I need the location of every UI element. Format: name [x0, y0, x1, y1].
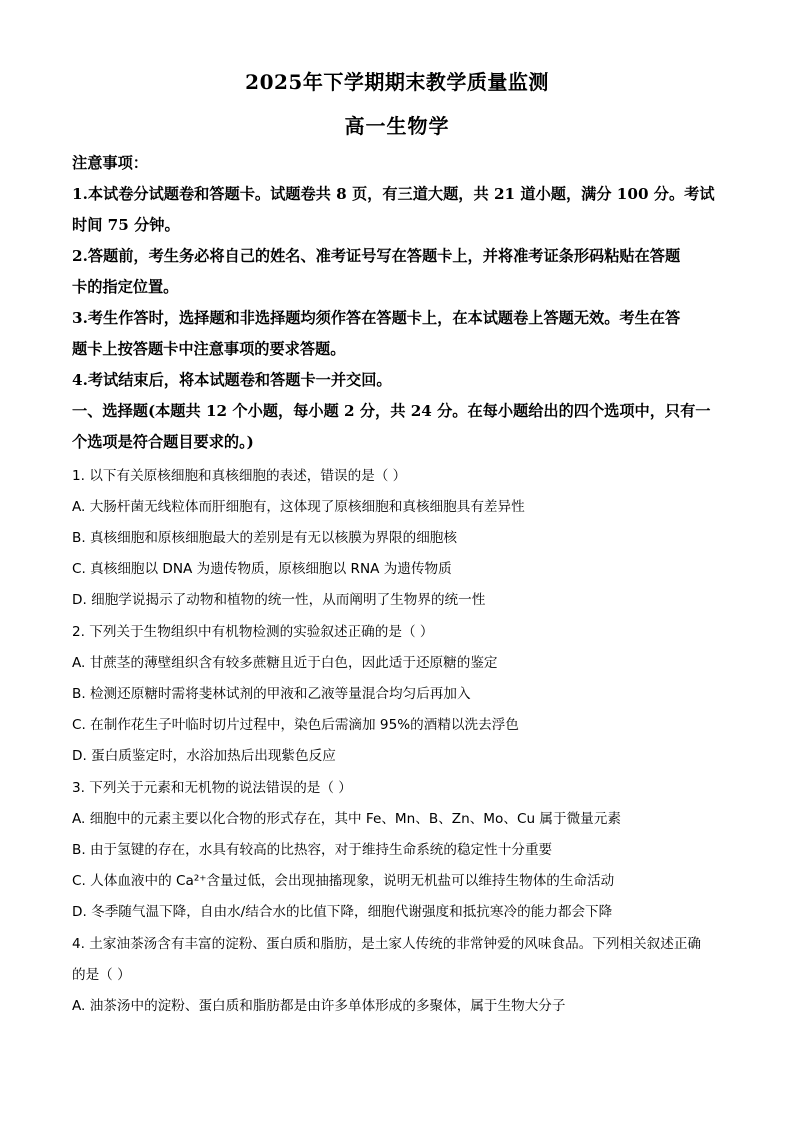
notice-line: 时间 75 分钟。 [72, 216, 180, 234]
notice-line: 2.答题前，考生务必将自己的姓名、准考证号写在答题卡上，并将准考证条形码粘贴在答题 [72, 247, 681, 265]
question-option: B. 由于氢键的存在，水具有较高的比热容，对于维持生命系统的稳定性十分重要 [72, 842, 553, 858]
question-option: C. 在制作花生子叶临时切片过程中，染色后需滴加 95%的酒精以洗去浮色 [72, 717, 519, 733]
question-option: D. 蛋白质鉴定时，水浴加热后出现紫色反应 [72, 748, 336, 764]
notice-heading: 注意事项： [72, 154, 148, 172]
section-heading: 一、选择题(本题共 12 个小题，每小题 2 分，共 24 分。在每小题给出的四个选项中，只有一 [72, 402, 711, 420]
notice-line: 1.本试卷分试题卷和答题卡。试题卷共 8 页，有三道大题，共 21 道小题，满分 100 分。考试 [72, 185, 715, 203]
question-stem: 2. 下列关于生物组织中有机物检测的实验叙述正确的是（ ） [72, 624, 434, 640]
question-option: D. 冬季随气温下降，自由水/结合水的比值下降，细胞代谢强度和抵抗寒冷的能力都会下降 [72, 904, 613, 920]
notice-line: 题卡上按答题卡中注意事项的要求答题。 [72, 340, 346, 358]
question-option: B. 检测还原糖时需将斐林试剂的甲液和乙液等量混合均匀后再加入 [72, 686, 471, 702]
question-stem: 1. 以下有关原核细胞和真核细胞的表述，错误的是（ ） [72, 468, 407, 484]
notice-line: 4.考试结束后，将本试题卷和答题卡一并交回。 [72, 371, 392, 389]
question-option: A. 大肠杆菌无线粒体而肝细胞有，这体现了原核细胞和真核细胞具有差异性 [72, 499, 525, 515]
section-heading: 个选项是符合题目要求的。) [72, 433, 254, 451]
question-option: A. 油茶汤中的淀粉、蛋白质和脂肪都是由许多单体形成的多聚体，属于生物大分子 [72, 998, 566, 1014]
question-option: A. 细胞中的元素主要以化合物的形式存在，其中 Fe、Mn、B、Zn、Mo、Cu 属于微量元素 [72, 811, 621, 827]
exam-title: 2025年下学期期末教学质量监测 [245, 70, 549, 94]
question-option: A. 甘蔗茎的薄壁组织含有较多蔗糖且近于白色，因此适于还原糖的鉴定 [72, 655, 498, 671]
question-option: B. 真核细胞和原核细胞最大的差别是有无以核膜为界限的细胞核 [72, 530, 457, 546]
question-stem: 的是（ ） [72, 967, 131, 983]
question-option: C. 人体血液中的 Ca²⁺含量过低，会出现抽搐现象，说明无机盐可以维持生物体的生命活动 [72, 873, 615, 889]
question-option: C. 真核细胞以 DNA 为遗传物质，原核细胞以 RNA 为遗传物质 [72, 561, 452, 577]
notice-line: 3.考生作答时，选择题和非选择题均须作答在答题卡上，在本试题卷上答题无效。考生在答 [72, 309, 681, 327]
exam-subject: 高一生物学 [344, 114, 450, 138]
question-stem: 3. 下列关于元素和无机物的说法错误的是（ ） [72, 780, 352, 796]
question-stem: 4. 土家油茶汤含有丰富的淀粉、蛋白质和脂肪，是土家人传统的非常钟爱的风味食品。下列相关叙述正确 [72, 936, 702, 952]
question-option: D. 细胞学说揭示了动物和植物的统一性，从而阐明了生物界的统一性 [72, 592, 486, 608]
notice-line: 卡的指定位置。 [72, 278, 179, 296]
